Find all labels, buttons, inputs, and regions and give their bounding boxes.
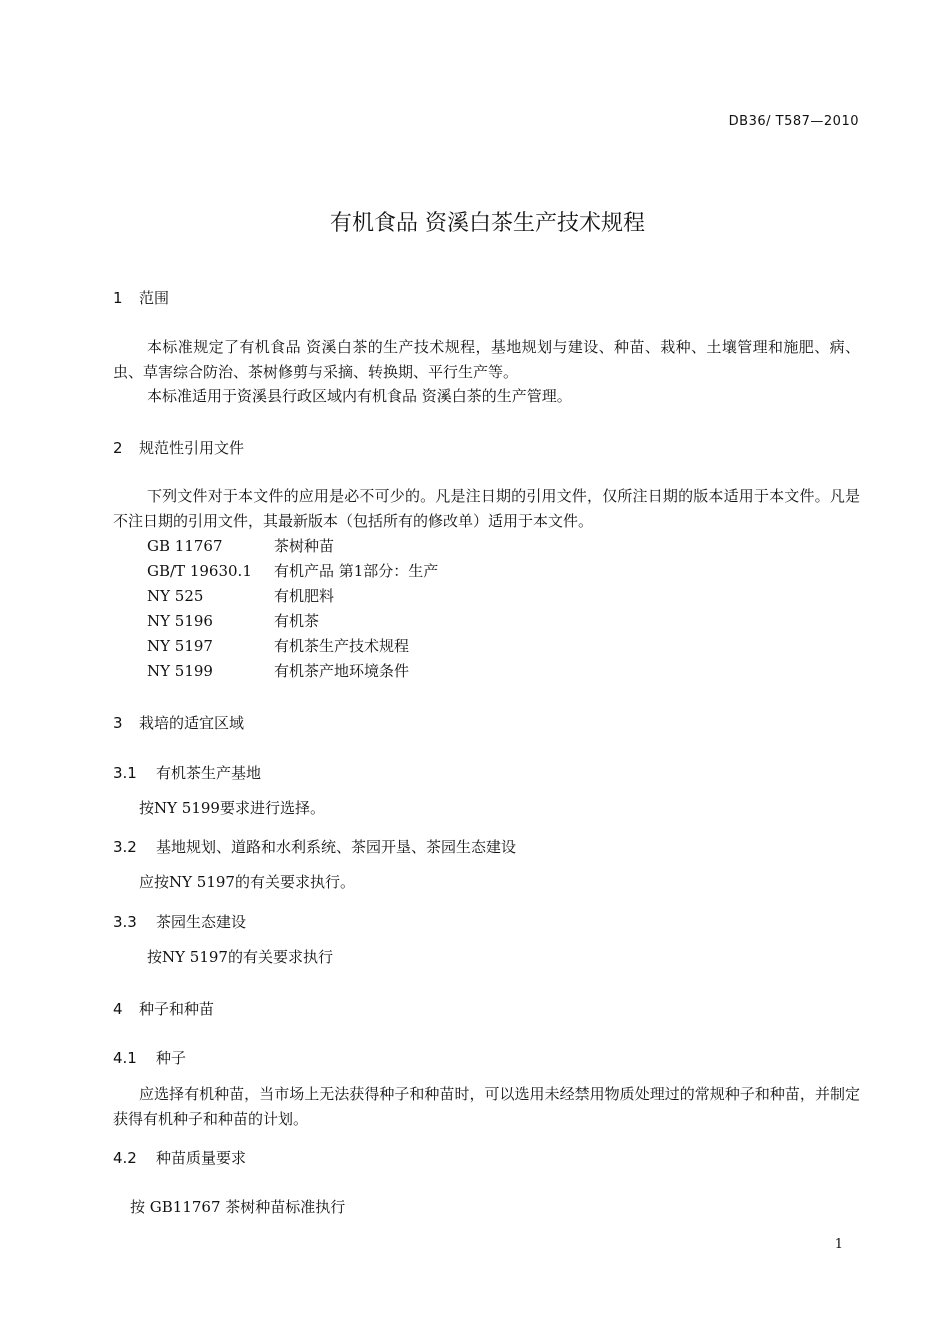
reference-item xyxy=(147,559,438,584)
reference-code: GB/T 19630.1 xyxy=(147,562,252,580)
section-number: 3 xyxy=(113,714,123,732)
section-title: 范围 xyxy=(139,289,170,307)
subsection-4-2-heading xyxy=(113,1147,246,1168)
subsection-4-1-text: 应选择有机种苗，当市场上无法获得种子和种苗时，可以选用未经禁用物质处理过的常规种子和种苗，并制定获得有机种子和种苗的计划。 xyxy=(113,1085,860,1128)
page-number: 1 xyxy=(834,1237,843,1252)
subsection-number: 4.1 xyxy=(113,1049,137,1067)
section-number: 2 xyxy=(113,439,123,457)
section-1-paragraph-1: 本标准规定了有机食品 资溪白茶的生产技术规程，基地规划与建设、种苗、栽种、土壤管理和施肥、病、虫、草害综合防治、茶树修剪与采摘、转换期、平行生产等。 xyxy=(113,338,860,381)
standard-code: DB36/ T587—2010 xyxy=(728,114,859,129)
reference-name: 有机茶 xyxy=(274,612,320,630)
subsection-3-2-heading xyxy=(113,836,516,857)
subsection-4-1-heading xyxy=(113,1047,186,1068)
reference-name: 有机产品 第1部分：生产 xyxy=(274,562,439,580)
section-title: 规范性引用文件 xyxy=(139,439,245,457)
section-3-heading xyxy=(113,712,244,733)
section-2-paragraph-1: 下列文件对于本文件的应用是必不可少的。凡是注日期的引用文件，仅所注日期的版本适用于本文件。凡是不注日期的引用文件，其最新版本（包括所有的修改单）适用于本文件。 xyxy=(113,487,860,530)
reference-code: NY 5197 xyxy=(147,637,213,655)
subsection-number: 3.2 xyxy=(113,838,137,856)
subsection-3-3-heading xyxy=(113,911,246,932)
section-title: 种子和种苗 xyxy=(139,1000,215,1018)
subsection-title: 种苗质量要求 xyxy=(156,1149,247,1167)
section-title: 栽培的适宜区域 xyxy=(139,714,245,732)
reference-code: GB 11767 xyxy=(147,537,223,555)
reference-name: 茶树种苗 xyxy=(274,537,335,555)
reference-item xyxy=(147,659,409,684)
section-1-paragraph-2: 本标准适用于资溪县行政区域内有机食品 资溪白茶的生产管理。 xyxy=(147,387,572,405)
subsection-3-1-text: 按NY 5199要求进行选择。 xyxy=(139,799,325,817)
reference-item xyxy=(147,634,409,659)
section-1-heading xyxy=(113,287,169,308)
reference-item xyxy=(147,534,334,559)
reference-item xyxy=(147,584,334,609)
reference-code: NY 5199 xyxy=(147,662,213,680)
reference-code: NY 525 xyxy=(147,587,204,605)
section-number: 1 xyxy=(113,289,123,307)
reference-name: 有机茶生产技术规程 xyxy=(274,637,410,655)
reference-name: 有机茶产地环境条件 xyxy=(274,662,410,680)
section-2-heading xyxy=(113,437,244,458)
subsection-number: 3.1 xyxy=(113,764,137,782)
subsection-number: 4.2 xyxy=(113,1149,137,1167)
section-4-heading xyxy=(113,998,214,1019)
reference-item xyxy=(147,609,319,634)
subsection-title: 茶园生态建设 xyxy=(156,913,247,931)
subsection-3-3-text: 按NY 5197的有关要求执行 xyxy=(147,948,333,966)
subsection-title: 种子 xyxy=(156,1049,187,1067)
section-number: 4 xyxy=(113,1000,123,1018)
subsection-3-2-text: 应按NY 5197的有关要求执行。 xyxy=(139,873,355,891)
reference-name: 有机肥料 xyxy=(274,587,335,605)
subsection-title: 基地规划、道路和水利系统、茶园开垦、茶园生态建设 xyxy=(156,838,517,856)
document-title: 有机食品 资溪白茶生产技术规程 xyxy=(330,211,645,236)
subsection-3-1-heading xyxy=(113,762,261,783)
subsection-number: 3.3 xyxy=(113,913,137,931)
subsection-4-2-text: 按 GB11767 茶树种苗标准执行 xyxy=(130,1198,346,1216)
reference-code: NY 5196 xyxy=(147,612,213,630)
subsection-title: 有机茶生产基地 xyxy=(156,764,262,782)
